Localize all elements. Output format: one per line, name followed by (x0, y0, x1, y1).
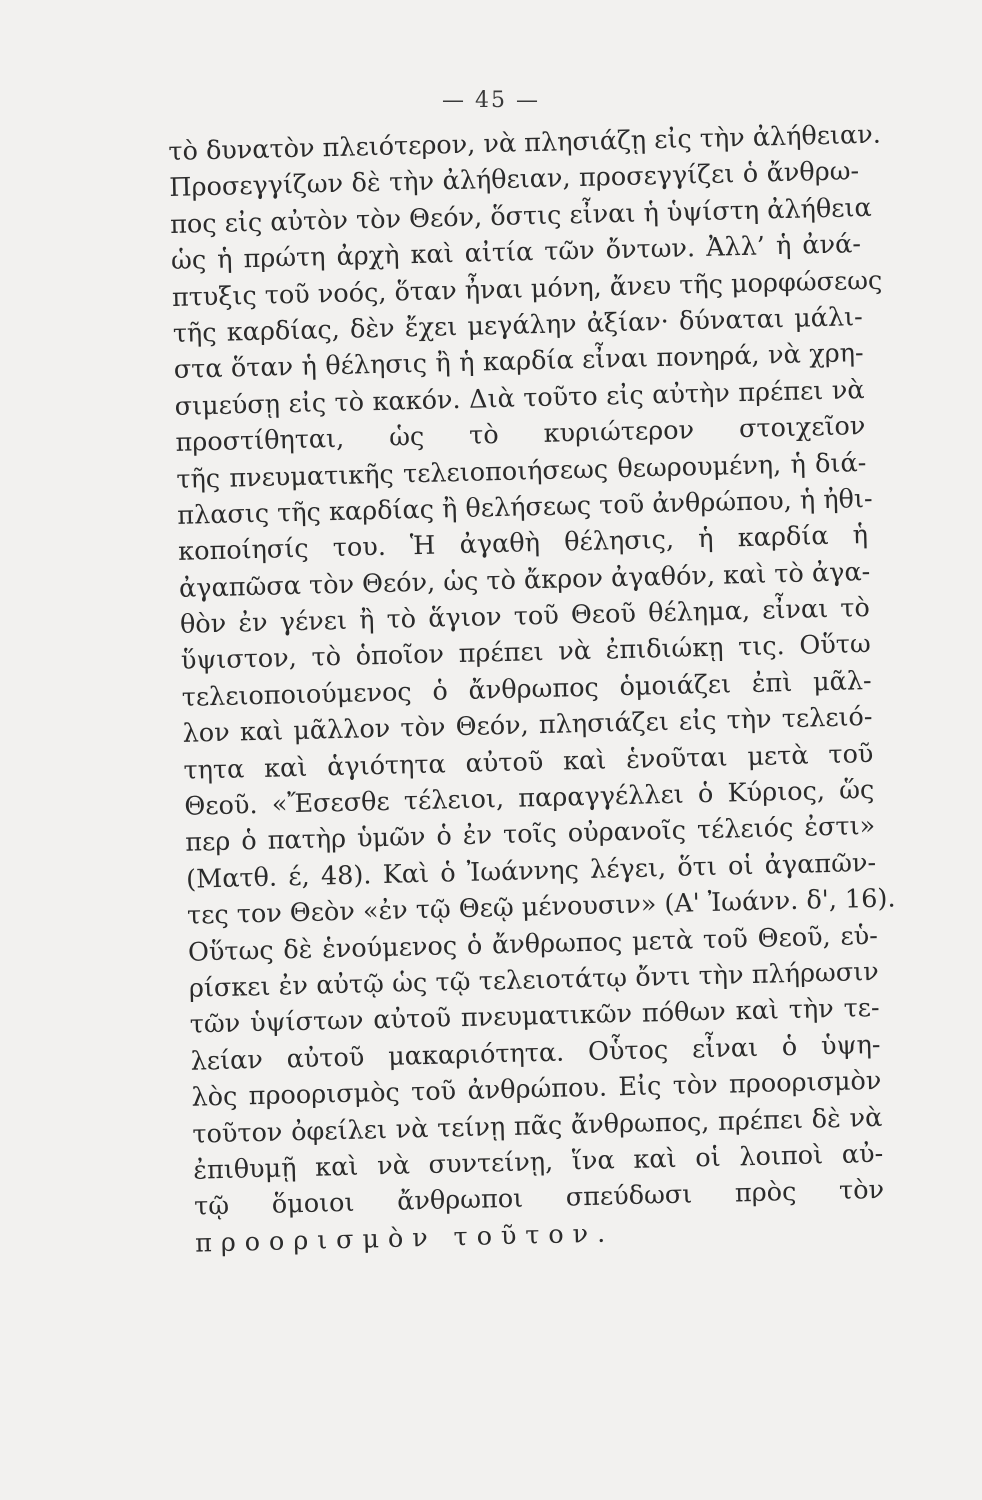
text-line: τελειοποιούμενος ὁ ἄνθρωπος ὁμοιάζει ἐπὶ μᾶλ- (181, 665, 872, 713)
text-line: πλασις τῆς καρδίας ἢ θελήσεως τοῦ ἀνθρώπου, ἡ ἠθι- (176, 483, 873, 531)
text-line: κοποίησίς του. Ἡ ἀγαθὴ θέλησις, ἡ καρδία ἡ (177, 520, 869, 568)
text-line: τοῦτον ὀφείλει νὰ τείνῃ πᾶς ἄνθρωπος, πρέπει δὲ νὰ (192, 1102, 883, 1150)
text-line: περ ὁ πατὴρ ὑμῶν ὁ ἐν τοῖς οὐρανοῖς τέλειός ἐστι» (184, 811, 876, 859)
page-number: — 45 — (442, 88, 540, 113)
text-line: τες τον Θεὸν «ἐν τῷ Θεῷ μένουσιν» (Α' Ἰωάνν. δ', 16). (186, 883, 896, 931)
text-line: λείαν αὐτοῦ μακαριότητα. Οὗτος εἶναι ὁ ὑψη- (190, 1029, 881, 1077)
text-line: Οὕτως δὲ ἑνούμενος ὁ ἄνθρωπος μετὰ τοῦ Θεοῦ, εὑ- (187, 920, 879, 968)
text-line: τῶν ὑψίστων αὐτοῦ πνευματικῶν πόθων καὶ τὴν τε- (189, 993, 880, 1041)
text-line: τῆς πνευματικῆς τελειοποιήσεως θεωρουμένη, ἡ διά- (176, 447, 867, 495)
text-line: σιμεύσῃ εἰς τὸ κακόν. Διὰ τοῦτο εἰς αὐτὴν πρέπει νὰ (174, 374, 865, 422)
text-line: (Ματθ. έ, 48). Καὶ ὁ Ἰωάννης λέγει, ὅτι οἱ ἀγαπῶν- (185, 847, 877, 895)
text-line: πτυξις τοῦ νοός, ὅταν ἦναι μόνη, ἄνευ τῆς μορφώσεως (171, 265, 883, 313)
text-line: λὸς προορισμὸς τοῦ ἀνθρώπου. Εἰς τὸν προορισμὸν (191, 1066, 882, 1113)
text-line: στα ὅταν ἡ θέλησις ἢ ἡ καρδία εἶναι πονηρά, νὰ χρη- (173, 338, 864, 386)
text-line: θὸν ἐν γένει ἢ τὸ ἅγιον τοῦ Θεοῦ θέλημα, εἶναι τὸ (179, 593, 871, 640)
text-line: προστίθηται, ὡς τὸ κυριώτερον στοιχεῖον (175, 411, 866, 459)
text-line: ὕψιστον, τὸ ὁποῖον πρέπει νὰ ἐπιδιώκῃ τις. Οὕτω (180, 629, 872, 677)
text-line: ἐπιθυμῇ καὶ νὰ συντείνῃ, ἵνα καὶ οἱ λοιποὶ αὐ- (192, 1138, 884, 1186)
body-text (168, 117, 896, 1262)
text-line: ὡς ἡ πρώτη ἀρχὴ καὶ αἰτία τῶν ὄντων. Ἀλλ’ ἡ ἀνά- (170, 229, 862, 277)
text-line: πος εἰς αὐτὸν τὸν Θεόν, ὅστις εἶναι ἡ ὑψίστη ἀλήθεια (169, 192, 873, 240)
text-line: τὸ δυνατὸν πλειότερον, νὰ πλησιάζῃ εἰς τὴν ἀλήθειαν. (168, 119, 882, 167)
text-line: ρίσκει ἐν αὐτῷ ὡς τῷ τελειοτάτῳ ὄντι τὴν πλήρωσιν (188, 956, 880, 1004)
text-line: προορισμὸν τοῦτον. (194, 1218, 615, 1259)
text-line: Θεοῦ. «Ἔσεσθε τέλειοι, παραγγέλλει ὁ Κύριος, ὥς (184, 774, 875, 822)
text-line: τῷ ὅμοιοι ἄνθρωποι σπεύδωσι πρὸς τὸν (193, 1175, 885, 1223)
text-line: ἀγαπῶσα τὸν Θεόν, ὡς τὸ ἄκρον ἀγαθόν, καὶ τὸ ἀγα- (178, 556, 871, 604)
text-line: λον καὶ μᾶλλον τὸν Θεόν, πλησιάζει εἰς τὴν τελειό- (182, 702, 873, 750)
text-line: Προσεγγίζων δὲ τὴν ἀλήθειαν, προσεγγίζει ὁ ἄνθρω- (168, 156, 860, 204)
text-line: τῆς καρδίας, δὲν ἔχει μεγάλην ἀξίαν· δύναται μάλι- (172, 302, 864, 349)
text-line: τητα καὶ ἁγιότητα αὐτοῦ καὶ ἑνοῦται μετὰ τοῦ (183, 738, 874, 786)
